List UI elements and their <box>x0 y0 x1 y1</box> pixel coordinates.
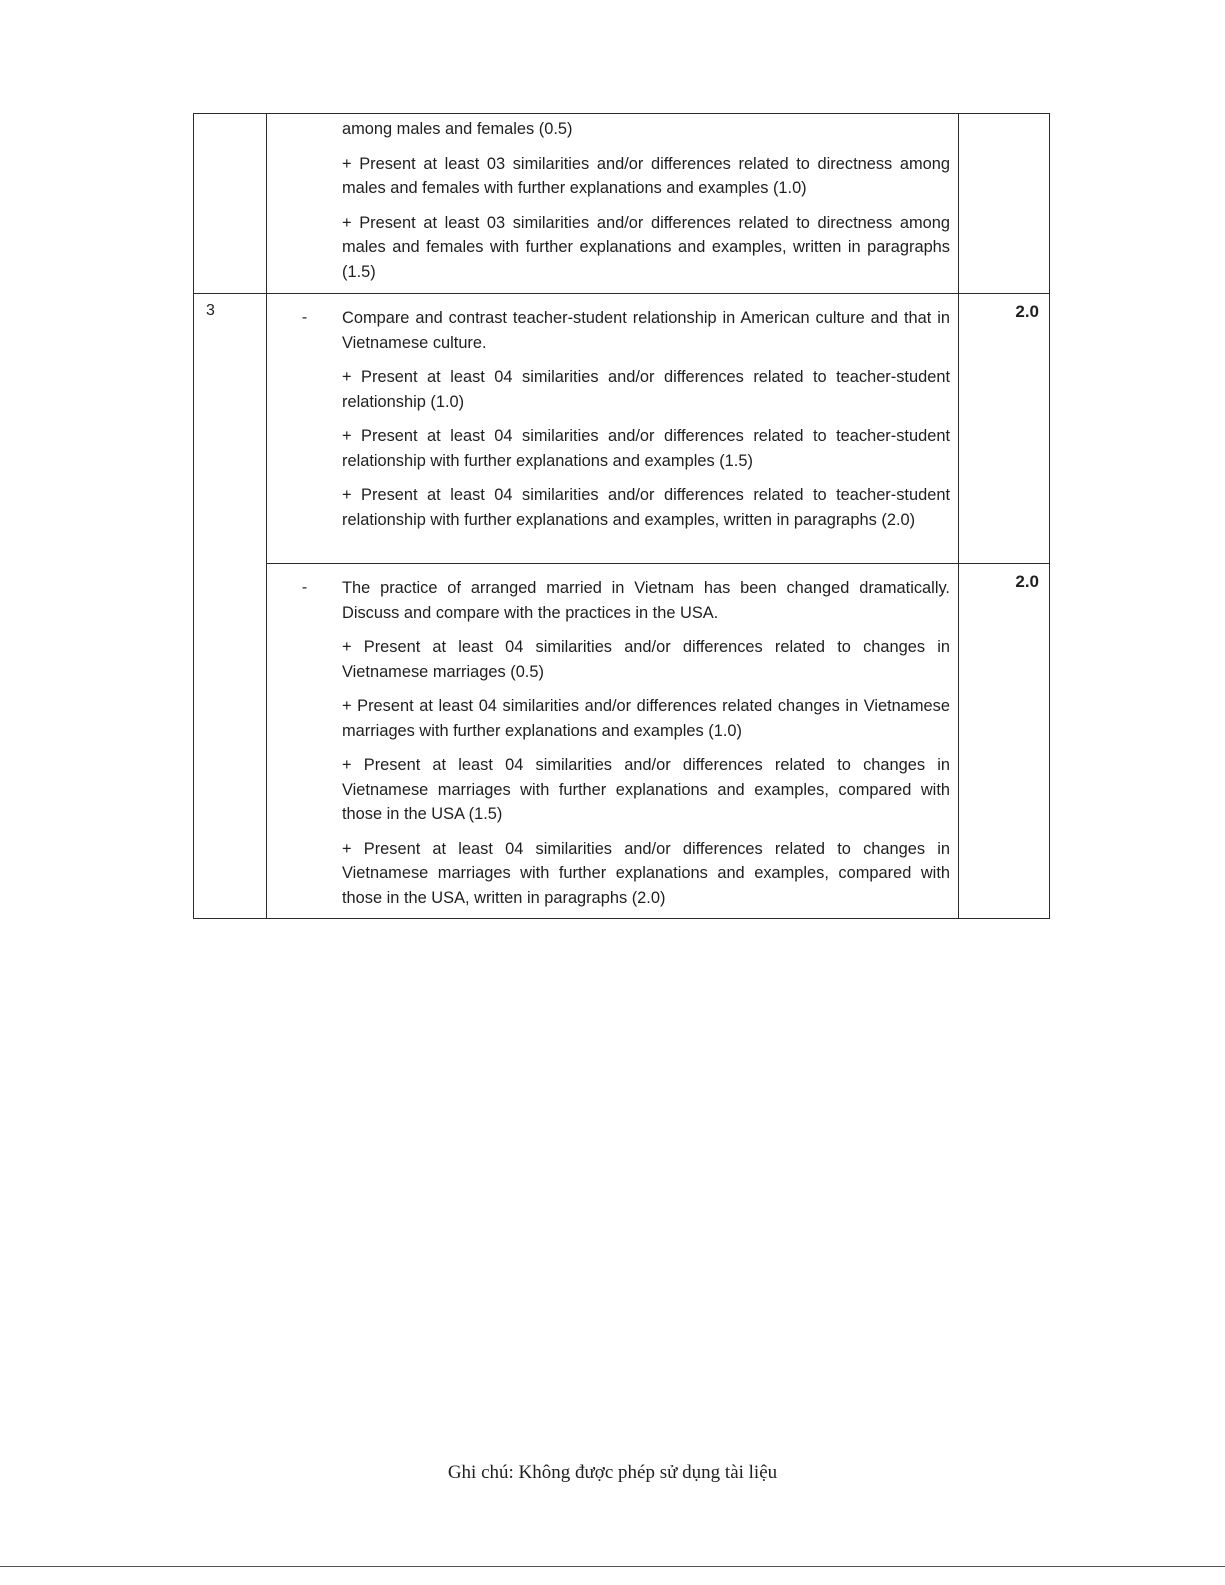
criteria-cell <box>267 294 959 564</box>
question-number-cell <box>194 114 267 294</box>
criteria-cell <box>267 564 959 919</box>
footer-note: Ghi chú: Không được phép sử dụng tài liệu <box>447 1462 778 1483</box>
criteria-paragraph: + Present at least 04 similarities and/or differences related to changes in Vietnamese marriages (0.5) <box>342 638 950 681</box>
score-value: 2.0 <box>1015 302 1039 321</box>
table-row-question-3-item-1 <box>194 294 1050 564</box>
criteria-paragraph: + Present at least 03 similarities and/or differences related to directness among males and females with further explanations and examples, written in paragraphs (1.5) <box>342 213 950 281</box>
table-row-continued <box>194 114 1050 294</box>
criteria-paragraph: + Present at least 04 similarities and/or differences related to teacher-student relationship with further explanations and examples, written in paragraphs (2.0) <box>342 486 950 529</box>
grading-rubric-table <box>193 113 1050 919</box>
criteria-paragraph: + Present at least 04 similarities and/or differences related to changes in Vietnamese marriages with further explanations and examples, compared with those in the USA, written in paragraphs (2.0) <box>342 839 950 907</box>
bullet-dash: - <box>301 579 308 596</box>
page-bottom-divider <box>0 1566 1225 1567</box>
criteria-cell <box>267 114 959 294</box>
question-prompt: Compare and contrast teacher-student relationship in American culture and that in Vietnamese culture. <box>342 309 950 352</box>
question-prompt: The practice of arranged married in Vietnam has been changed dramatically. Discuss and compare with the practices in the USA. <box>342 579 950 622</box>
bullet-dash: - <box>301 309 308 326</box>
question-number: 3 <box>206 302 215 319</box>
criteria-paragraph: + Present at least 03 similarities and/or differences related to directness among males and females with further explanations and examples (1.0) <box>342 154 950 197</box>
criteria-paragraph: + Present at least 04 similarities and/or differences related to changes in Vietnamese marriages with further explanations and examples, compared with those in the USA (1.5) <box>342 756 950 823</box>
score-cell <box>959 294 1050 564</box>
score-value: 2.0 <box>1015 572 1039 591</box>
criteria-paragraph: among males and females (0.5) <box>342 120 573 138</box>
table-row-question-3-item-2 <box>194 564 1050 919</box>
score-cell <box>959 114 1050 294</box>
criteria-paragraph: + Present at least 04 similarities and/or differences related to teacher-student relationship (1.0) <box>342 368 950 411</box>
criteria-paragraph: + Present at least 04 similarities and/or differences related to teacher-student relationship with further explanations and examples (1.5) <box>342 427 950 470</box>
score-cell <box>959 564 1050 919</box>
criteria-paragraph: + Present at least 04 similarities and/or differences related changes in Vietnamese marriages with further explanations and examples (1.0) <box>342 697 950 740</box>
question-number-cell <box>194 294 267 919</box>
